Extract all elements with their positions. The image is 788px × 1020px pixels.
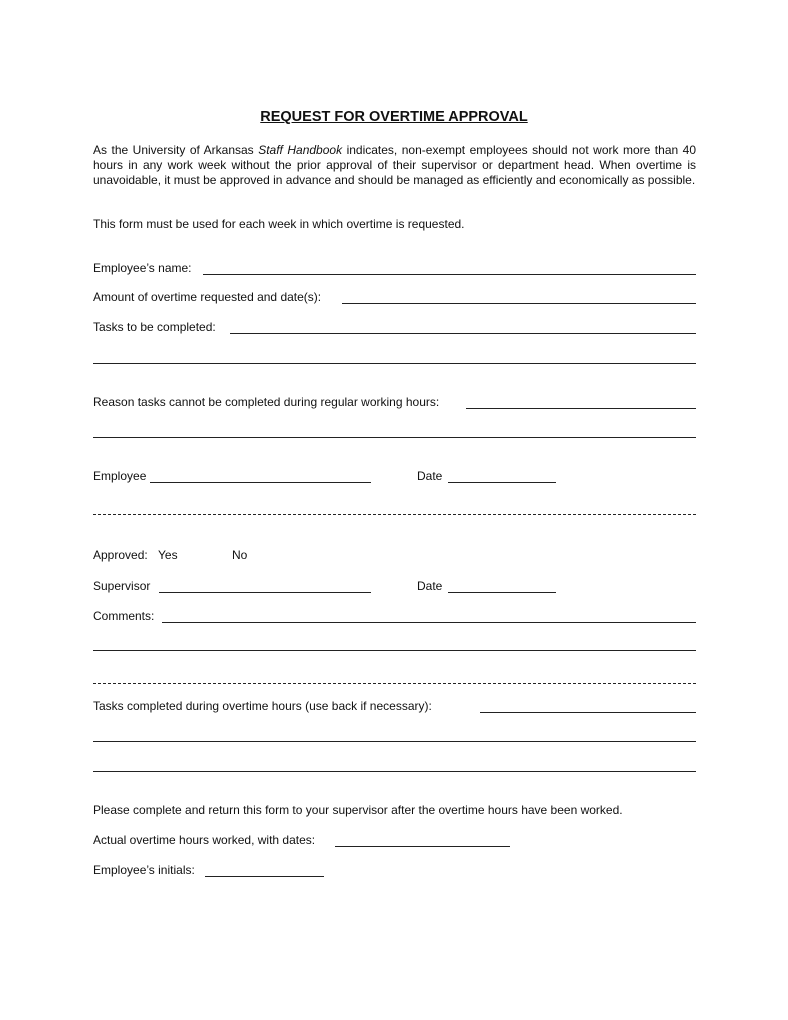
supervisor-label: Supervisor (93, 579, 151, 593)
tasks-completed-label: Tasks completed during overtime hours (use back if necessary): (93, 699, 432, 713)
intro-text-1: As the University of Arkansas (93, 143, 259, 157)
tasks-field[interactable] (230, 333, 696, 334)
form-title-text: REQUEST FOR OVERTIME APPROVAL (260, 109, 528, 125)
amount-field[interactable] (342, 303, 696, 304)
tasks-completed-field[interactable] (480, 712, 696, 713)
employee-signature-field[interactable] (150, 482, 371, 483)
return-instruction: Please complete and return this form to your supervisor after the overtime hours have been worked. (93, 803, 623, 817)
tasks-field-line-2[interactable] (93, 363, 696, 364)
employee-date-label: Date (417, 469, 443, 483)
employee-date-field[interactable] (448, 482, 556, 483)
reason-field-line-2[interactable] (93, 437, 696, 438)
employee-name-field[interactable] (203, 274, 696, 275)
tasks-completed-line-3[interactable] (93, 771, 696, 772)
initials-field[interactable] (205, 876, 324, 877)
actual-hours-field[interactable] (335, 846, 510, 847)
intro-text-2: indicates, non-exempt employees should not work more than 40 hours in any work week without the prior approval of their supervisor or department head. When overtime is unavoidable, it must be approved in advance and should be managed as efficiently and economically as possible. (93, 143, 696, 187)
section-divider (93, 514, 696, 515)
comments-field[interactable] (162, 622, 696, 623)
supervisor-signature-field[interactable] (159, 592, 371, 593)
amount-label: Amount of overtime requested and date(s): (93, 290, 322, 304)
approved-label: Approved: (93, 548, 148, 562)
approved-no-option[interactable]: No (232, 548, 248, 562)
actual-hours-label: Actual overtime hours worked, with dates: (93, 833, 316, 847)
supervisor-date-label: Date (417, 579, 443, 593)
tasks-completed-line-2[interactable] (93, 741, 696, 742)
intro-paragraph (93, 143, 696, 188)
handbook-title: Staff Handbook (258, 143, 343, 157)
tasks-label: Tasks to be completed: (93, 320, 216, 334)
comments-field-line-2[interactable] (93, 650, 696, 651)
reason-label: Reason tasks cannot be completed during regular working hours: (93, 395, 440, 409)
employee-signature-label: Employee (93, 469, 147, 483)
employee-name-label: Employee’s name: (93, 261, 192, 275)
form-title (0, 110, 788, 124)
supervisor-date-field[interactable] (448, 592, 556, 593)
initials-label: Employee’s initials: (93, 863, 195, 877)
usage-note: This form must be used for each week in which overtime is requested. (93, 217, 465, 231)
reason-field[interactable] (466, 408, 696, 409)
section-divider (93, 683, 696, 684)
approved-yes-option[interactable]: Yes (158, 548, 178, 562)
comments-label: Comments: (93, 609, 155, 623)
